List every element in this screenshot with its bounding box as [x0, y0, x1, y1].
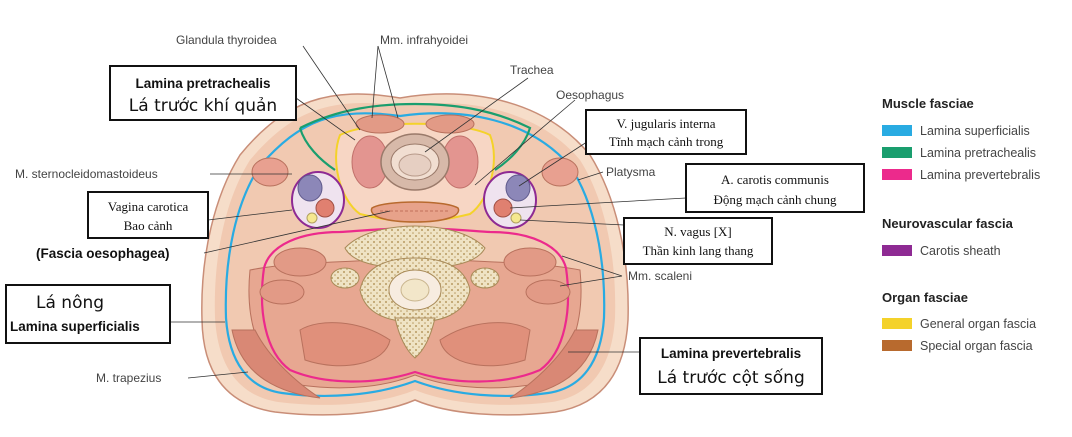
carotid-sheath-left — [292, 172, 344, 228]
box-prevertebralis-vietnamese: Lá trước cột sống — [657, 368, 805, 388]
box-carotis — [686, 164, 864, 212]
box-jugularis-vietnamese: Tĩnh mạch cảnh trong — [608, 134, 724, 149]
box-superficialis-vietnamese: Lá nông — [36, 293, 105, 313]
scalene-right — [504, 248, 556, 276]
label-glandula-thyroidea: Glandula thyroidea — [176, 33, 277, 47]
box-carotis-vietnamese: Động mạch cảnh chung — [713, 192, 837, 207]
legend-item-superficialis: Lamina superficialis — [920, 124, 1030, 138]
box-vagina-latin: Vagina carotica — [107, 199, 189, 214]
legend-swatch-general — [882, 318, 912, 329]
box-vagus-latin: N. vagus [X] — [664, 224, 732, 239]
box-vagus — [624, 218, 772, 264]
label-platysma: Platysma — [606, 165, 656, 179]
neck-anatomy — [202, 94, 628, 415]
box-carotis-latin: A. carotis communis — [721, 172, 829, 187]
label-mm-infrahyoidei: Mm. infrahyoidei — [380, 33, 469, 47]
legend-swatch-superficialis — [882, 125, 912, 136]
legend — [882, 96, 1040, 353]
box-prevertebralis-latin: Lamina prevertebralis — [660, 346, 802, 361]
legend-swatch-carotis — [882, 245, 912, 256]
box-vagus-vietnamese: Thần kinh lang thang — [642, 243, 754, 258]
legend-item-general-organ: General organ fascia — [920, 317, 1037, 331]
scm-left — [252, 158, 288, 186]
legend-item-carotis-sheath: Carotis sheath — [920, 244, 1001, 258]
box-pretrachealis-latin: Lamina pretrachealis — [135, 76, 271, 91]
box-jugularis — [586, 110, 746, 154]
legend-heading-neuro: Neurovascular fascia — [882, 216, 1013, 231]
legend-heading-muscle: Muscle fasciae — [882, 96, 974, 111]
legend-item-prevertebralis: Lamina prevertebralis — [920, 168, 1041, 182]
label-trapezius: M. trapezius — [96, 371, 162, 385]
box-jugularis-latin: V. jugularis interna — [616, 116, 716, 131]
label-fascia-oesophagea: (Fascia oesophagea) — [36, 246, 170, 261]
box-prevertebralis — [640, 338, 822, 394]
scalene-left — [274, 248, 326, 276]
box-superficialis-latin: Lamina superficialis — [10, 319, 140, 334]
legend-heading-organ: Organ fasciae — [882, 290, 968, 305]
box-superficialis — [6, 285, 170, 343]
legend-item-special-organ: Special organ fascia — [920, 339, 1033, 353]
box-pretrachealis-vietnamese: Lá trước khí quản — [128, 96, 278, 116]
infrahyoid-left — [356, 115, 404, 133]
scalene-left-2 — [260, 280, 304, 304]
box-vagina-carotica — [88, 192, 208, 238]
label-oesophagus: Oesophagus — [556, 88, 625, 102]
legend-swatch-special — [882, 340, 912, 351]
legend-swatch-prevertebralis — [882, 169, 912, 180]
infrahyoid-right — [426, 115, 474, 133]
label-mm-scaleni: Mm. scaleni — [628, 269, 693, 283]
box-pretrachealis — [110, 66, 296, 120]
legend-item-pretrachealis: Lamina pretrachealis — [920, 146, 1037, 160]
label-sternocleidomastoideus: M. sternocleidomastoideus — [15, 167, 158, 181]
label-trachea: Trachea — [510, 63, 554, 77]
legend-swatch-pretrachealis — [882, 147, 912, 158]
scm-right — [542, 158, 578, 186]
box-vagina-vietnamese: Bao cảnh — [123, 218, 173, 233]
scalene-right-2 — [526, 280, 570, 304]
